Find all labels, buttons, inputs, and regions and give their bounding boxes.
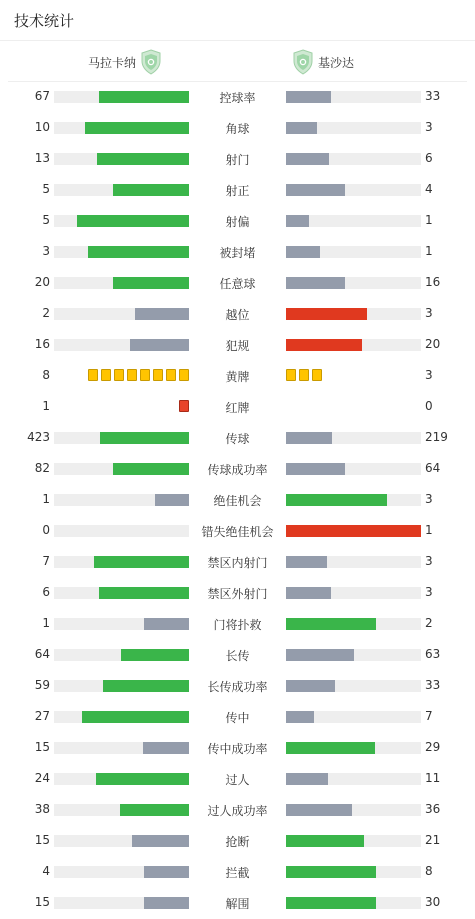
- home-value: 7: [42, 554, 50, 568]
- home-bar-track: [54, 184, 189, 196]
- stat-row: [0, 640, 475, 671]
- stat-label: 禁区外射门: [207, 587, 268, 601]
- away-value: 3: [425, 585, 433, 599]
- stat-row: [0, 516, 475, 547]
- away-value: 7: [425, 709, 433, 723]
- away-bar-fill: [286, 215, 309, 227]
- home-value: 8: [42, 368, 50, 382]
- home-bar-track: [54, 246, 189, 258]
- home-bar-fill: [113, 463, 189, 475]
- stat-label: 传中: [225, 711, 250, 725]
- yellow-card-icon: [299, 369, 309, 381]
- away-value: 11: [425, 771, 441, 785]
- away-value: 3: [425, 554, 433, 568]
- away-bar-fill: [286, 897, 376, 909]
- home-bar-track: [54, 618, 189, 630]
- home-bar-track: [54, 277, 189, 289]
- away-bar-track: [286, 494, 421, 506]
- away-bar-track: [286, 804, 421, 816]
- stat-label: 被封堵: [219, 246, 256, 260]
- home-value: 15: [34, 833, 50, 847]
- away-value: 6: [425, 151, 433, 165]
- stat-row: [0, 826, 475, 857]
- shield-badge-icon: [292, 49, 314, 75]
- home-bar-fill: [135, 308, 189, 320]
- home-bar-fill: [82, 711, 189, 723]
- home-value: 13: [34, 151, 50, 165]
- away-value: 3: [425, 306, 433, 320]
- home-bar-fill: [113, 277, 189, 289]
- away-bar-fill: [286, 494, 387, 506]
- home-bar-fill: [155, 494, 189, 506]
- home-bar-track: [54, 494, 189, 506]
- away-value: 33: [425, 89, 441, 103]
- home-yellow-cards: [88, 369, 189, 383]
- home-bar-track: [54, 215, 189, 227]
- away-value: 1: [425, 523, 433, 537]
- yellow-card-icon: [166, 369, 176, 381]
- home-bar-fill: [120, 804, 189, 816]
- stat-label: 绝佳机会: [213, 494, 262, 508]
- away-bar-fill: [286, 742, 375, 754]
- home-bar-fill: [121, 649, 189, 661]
- yellow-card-icon: [153, 369, 163, 381]
- away-bar-track: [286, 246, 421, 258]
- away-bar-track: [286, 897, 421, 909]
- away-value: 16: [425, 275, 441, 289]
- away-bar-fill: [286, 184, 345, 196]
- home-value: 59: [34, 678, 50, 692]
- stat-label: 拦截: [225, 866, 250, 880]
- home-bar-fill: [144, 618, 189, 630]
- home-bar-fill: [88, 246, 189, 258]
- home-bar-fill: [143, 742, 189, 754]
- away-value: 33: [425, 678, 441, 692]
- home-bar-track: [54, 91, 189, 103]
- stat-row: [0, 392, 475, 423]
- yellow-card-icon: [101, 369, 111, 381]
- home-bar-track: [54, 525, 189, 537]
- away-bar-fill: [286, 153, 329, 165]
- stat-row: [0, 175, 475, 206]
- home-value: 20: [34, 275, 50, 289]
- home-value: 5: [42, 182, 50, 196]
- teams-header: [0, 47, 475, 77]
- stat-label: 射正: [225, 184, 250, 198]
- home-bar-fill: [97, 153, 189, 165]
- home-value: 38: [34, 802, 50, 816]
- away-bar-track: [286, 525, 421, 537]
- away-bar-fill: [286, 711, 314, 723]
- stat-label: 任意球: [219, 277, 256, 291]
- stat-row: [0, 795, 475, 826]
- stat-label: 传球成功率: [207, 463, 268, 477]
- home-bar-fill: [130, 339, 189, 351]
- stat-row: [0, 206, 475, 237]
- stat-row: [0, 82, 475, 113]
- stat-row: [0, 671, 475, 702]
- away-bar-track: [286, 649, 421, 661]
- away-bar-track: [286, 556, 421, 568]
- home-value: 1: [42, 492, 50, 506]
- home-value: 24: [34, 771, 50, 785]
- yellow-card-icon: [88, 369, 98, 381]
- home-value: 82: [34, 461, 50, 475]
- home-value: 5: [42, 213, 50, 227]
- away-bar-track: [286, 618, 421, 630]
- home-bar-fill: [113, 184, 189, 196]
- home-bar-track: [54, 866, 189, 878]
- away-value: 1: [425, 213, 433, 227]
- home-value: 1: [42, 399, 50, 413]
- home-value: 15: [34, 740, 50, 754]
- home-value: 16: [34, 337, 50, 351]
- away-bar-fill: [286, 525, 421, 537]
- away-bar-fill: [286, 91, 331, 103]
- stat-row: [0, 764, 475, 795]
- away-bar-track: [286, 711, 421, 723]
- away-bar-track: [286, 463, 421, 475]
- yellow-card-icon: [114, 369, 124, 381]
- stat-row: [0, 237, 475, 268]
- away-bar-track: [286, 742, 421, 754]
- stat-label: 过人: [225, 773, 250, 787]
- home-bar-fill: [144, 866, 189, 878]
- home-bar-track: [54, 835, 189, 847]
- stat-row: [0, 423, 475, 454]
- stat-label: 门将扑救: [213, 618, 262, 632]
- away-bar-track: [286, 432, 421, 444]
- away-bar-track: [286, 215, 421, 227]
- away-bar-fill: [286, 308, 367, 320]
- home-bar-track: [54, 308, 189, 320]
- away-value: 20: [425, 337, 441, 351]
- home-value: 67: [34, 89, 50, 103]
- away-bar-track: [286, 308, 421, 320]
- stat-label: 过人成功率: [207, 804, 268, 818]
- stat-label: 长传: [225, 649, 250, 663]
- shield-badge-icon: [140, 49, 162, 75]
- away-bar-track: [286, 866, 421, 878]
- home-bar-track: [54, 339, 189, 351]
- home-value: 4: [42, 864, 50, 878]
- home-bar-fill: [94, 556, 189, 568]
- home-value: 10: [34, 120, 50, 134]
- away-bar-fill: [286, 866, 376, 878]
- stat-row: [0, 361, 475, 392]
- away-bar-fill: [286, 804, 352, 816]
- stat-label: 角球: [225, 122, 250, 136]
- stat-row: [0, 702, 475, 733]
- stat-label: 射门: [225, 153, 250, 167]
- home-bar-fill: [99, 587, 189, 599]
- home-bar-track: [54, 556, 189, 568]
- stat-row: [0, 485, 475, 516]
- home-bar-fill: [77, 215, 189, 227]
- away-value: 3: [425, 120, 433, 134]
- home-bar-track: [54, 804, 189, 816]
- home-value: 3: [42, 244, 50, 258]
- away-bar-track: [286, 773, 421, 785]
- header-divider: [0, 40, 475, 41]
- away-value: 8: [425, 864, 433, 878]
- stat-label: 犯规: [225, 339, 250, 353]
- home-value: 15: [34, 895, 50, 909]
- away-bar-fill: [286, 649, 354, 661]
- page-title: 技术统计: [14, 12, 75, 30]
- stat-label: 越位: [225, 308, 250, 322]
- away-value: 219: [425, 430, 448, 444]
- stat-row: [0, 454, 475, 485]
- home-value: 27: [34, 709, 50, 723]
- away-bar-track: [286, 122, 421, 134]
- away-value: 29: [425, 740, 441, 754]
- home-bar-fill: [96, 773, 189, 785]
- away-bar-track: [286, 680, 421, 692]
- stat-row: [0, 733, 475, 764]
- away-bar-fill: [286, 432, 332, 444]
- home-bar-track: [54, 711, 189, 723]
- yellow-card-icon: [140, 369, 150, 381]
- home-team-name: 马拉卡纳: [87, 55, 136, 70]
- away-bar-fill: [286, 277, 345, 289]
- stat-label: 传球: [225, 432, 250, 446]
- away-team-name: 基沙达: [318, 55, 355, 70]
- stat-row: [0, 268, 475, 299]
- away-value: 0: [425, 399, 433, 413]
- stat-row: [0, 330, 475, 361]
- home-bar-track: [54, 897, 189, 909]
- home-value: 1: [42, 616, 50, 630]
- away-bar-track: [286, 835, 421, 847]
- away-team[interactable]: [292, 47, 354, 77]
- stat-row: [0, 144, 475, 175]
- home-value: 64: [34, 647, 50, 661]
- home-value: 423: [27, 430, 50, 444]
- home-value: 2: [42, 306, 50, 320]
- away-bar-track: [286, 91, 421, 103]
- stat-row: [0, 547, 475, 578]
- away-bar-fill: [286, 835, 364, 847]
- stat-label: 控球率: [219, 91, 256, 105]
- stat-row: [0, 113, 475, 144]
- home-bar-track: [54, 773, 189, 785]
- home-bar-track: [54, 742, 189, 754]
- away-value: 3: [425, 492, 433, 506]
- stat-label: 抢断: [225, 835, 250, 849]
- home-bar-fill: [85, 122, 189, 134]
- home-bar-fill: [132, 835, 189, 847]
- yellow-card-icon: [127, 369, 137, 381]
- away-value: 2: [425, 616, 433, 630]
- home-bar-track: [54, 122, 189, 134]
- home-value: 0: [42, 523, 50, 537]
- away-bar-track: [286, 153, 421, 165]
- away-value: 1: [425, 244, 433, 258]
- stat-label: 射偏: [225, 215, 250, 229]
- yellow-card-icon: [179, 369, 189, 381]
- away-value: 30: [425, 895, 441, 909]
- stat-label: 禁区内射门: [207, 556, 268, 570]
- yellow-card-icon: [286, 369, 296, 381]
- stat-label: 错失绝佳机会: [201, 525, 274, 539]
- away-bar-fill: [286, 463, 345, 475]
- home-bar-fill: [99, 91, 189, 103]
- away-bar-track: [286, 184, 421, 196]
- home-bar-fill: [103, 680, 189, 692]
- away-bar-fill: [286, 122, 317, 134]
- stat-label: 长传成功率: [207, 680, 268, 694]
- yellow-card-icon: [312, 369, 322, 381]
- home-team[interactable]: [88, 47, 162, 77]
- home-bar-track: [54, 587, 189, 599]
- away-bar-fill: [286, 339, 362, 351]
- stat-label: 传中成功率: [207, 742, 268, 756]
- away-value: 36: [425, 802, 441, 816]
- stat-row: [0, 888, 475, 919]
- away-bar-track: [286, 339, 421, 351]
- away-bar-fill: [286, 587, 331, 599]
- away-bar-track: [286, 587, 421, 599]
- stat-row: [0, 578, 475, 609]
- home-bar-fill: [144, 897, 189, 909]
- stat-row: [0, 857, 475, 888]
- stat-row: [0, 299, 475, 330]
- home-bar-track: [54, 463, 189, 475]
- stat-label: 黄牌: [225, 370, 250, 384]
- away-bar-fill: [286, 618, 376, 630]
- away-bar-fill: [286, 680, 335, 692]
- away-yellow-cards: [286, 369, 322, 383]
- away-value: 3: [425, 368, 433, 382]
- home-bar-track: [54, 680, 189, 692]
- home-value: 6: [42, 585, 50, 599]
- red-card-icon: [179, 400, 189, 412]
- home-bar-track: [54, 649, 189, 661]
- stat-label: 解围: [225, 897, 250, 911]
- home-bar-fill: [100, 432, 189, 444]
- stat-row: [0, 609, 475, 640]
- home-bar-track: [54, 153, 189, 165]
- home-bar-track: [54, 432, 189, 444]
- away-bar-fill: [286, 773, 328, 785]
- away-value: 4: [425, 182, 433, 196]
- away-value: 63: [425, 647, 441, 661]
- away-value: 64: [425, 461, 441, 475]
- away-value: 21: [425, 833, 441, 847]
- home-red-cards: [179, 400, 189, 414]
- away-bar-fill: [286, 246, 320, 258]
- stat-label: 红牌: [225, 401, 250, 415]
- away-bar-fill: [286, 556, 327, 568]
- away-bar-track: [286, 277, 421, 289]
